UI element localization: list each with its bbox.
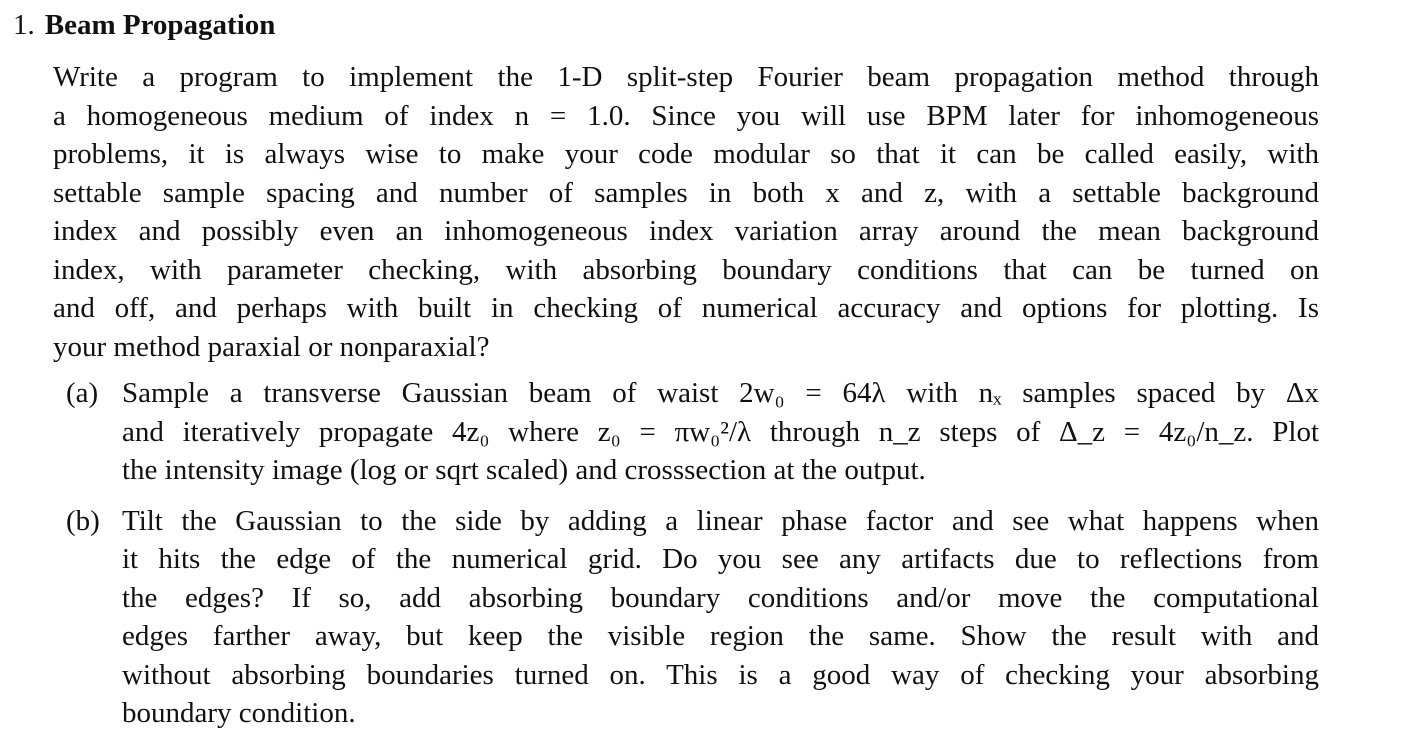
text-line: boundary condition. bbox=[122, 697, 356, 729]
section-heading bbox=[13, 6, 275, 45]
text-line: the edges? If so, add absorbing boundary conditions and/or move the computational bbox=[122, 581, 1319, 614]
text-line: Sample a transverse Gaussian beam of waist 2w₀ = 64λ with nₓ samples spaced by Δx bbox=[122, 377, 1319, 409]
text-line: Write a program to implement the 1-D split-step Fourier beam propagation method through bbox=[53, 61, 1319, 93]
text-line: edges farther away, but keep the visible region the same. Show the result with and bbox=[122, 620, 1319, 652]
exercise-part-a bbox=[53, 374, 1319, 490]
text-line: index and possibly even an inhomogeneous index variation array around the mean background bbox=[53, 215, 1319, 247]
exercise-part-b bbox=[53, 502, 1319, 733]
part-label: (b) bbox=[66, 504, 100, 537]
text-line: settable sample spacing and number of samples in both x and z, with a settable background bbox=[53, 176, 1319, 209]
exercise-parts bbox=[53, 374, 1319, 733]
text-line: and off, and perhaps with built in checking of numerical accuracy and options for plotting. Is bbox=[53, 292, 1319, 324]
text-line: and iteratively propagate 4z₀ where z₀ = πw₀²/λ through n_z steps of Δ_z = 4z₀/n_z. Plot bbox=[122, 415, 1319, 448]
intro-paragraph bbox=[53, 58, 1319, 366]
text-line: Tilt the Gaussian to the side by adding a linear phase factor and see what happens when bbox=[122, 504, 1319, 537]
section-number: 1. bbox=[13, 9, 35, 41]
text-line: without absorbing boundaries turned on. This is a good way of checking your absorbing bbox=[122, 658, 1319, 691]
text-line: it hits the edge of the numerical grid. Do you see any artifacts due to reflections from bbox=[122, 543, 1319, 575]
text-line: your method paraxial or nonparaxial? bbox=[53, 330, 490, 363]
text-line: the intensity image (log or sqrt scaled) and crosssection at the output. bbox=[122, 454, 926, 486]
text-line: problems, it is always wise to make your code modular so that it can be called easily, with bbox=[53, 138, 1319, 170]
part-label: (a) bbox=[66, 377, 99, 409]
section-title: Beam Propagation bbox=[44, 9, 276, 41]
text-line: a homogeneous medium of index n = 1.0. Since you will use BPM later for inhomogeneous bbox=[53, 99, 1319, 132]
text-line: index, with parameter checking, with absorbing boundary conditions that can be turned on bbox=[53, 253, 1319, 286]
